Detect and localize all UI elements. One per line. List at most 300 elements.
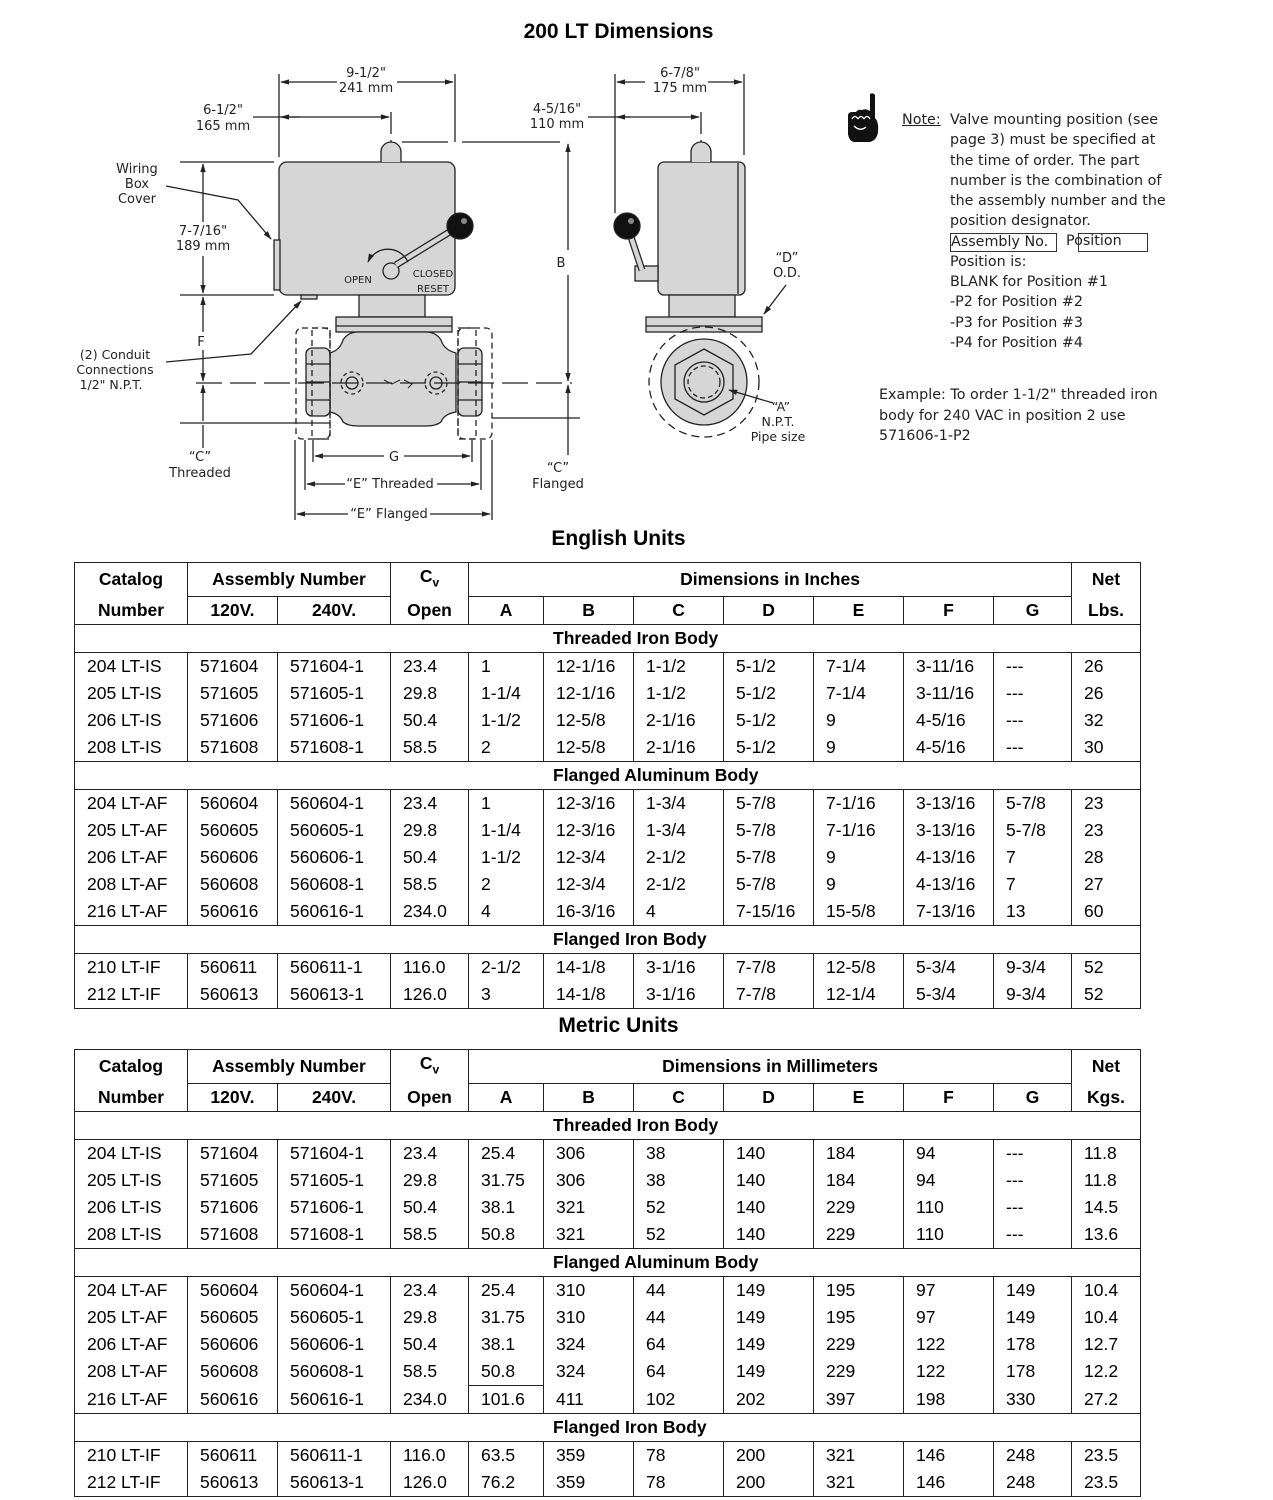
table-cell: 29.8 xyxy=(391,1304,469,1331)
table-cell: 321 xyxy=(814,1442,904,1470)
table-cell: 28 xyxy=(1072,844,1141,871)
header-assembly-number: Assembly Number xyxy=(188,563,391,597)
table-cell: 204 LT-IS xyxy=(75,653,188,681)
table-cell: 38 xyxy=(634,1140,724,1168)
header-number: Number xyxy=(75,597,188,625)
position-option: -P4 for Position #4 xyxy=(950,334,1083,351)
header-open: Open xyxy=(391,1084,469,1112)
header-dim-f: F xyxy=(904,1084,994,1112)
header-dim-d: D xyxy=(724,1084,814,1112)
table-cell: 27.2 xyxy=(1072,1386,1141,1414)
table-cell: 3 xyxy=(469,981,544,1009)
table-cell: 4-13/16 xyxy=(904,844,994,871)
label-e-flanged: “E” Flanged xyxy=(350,507,428,522)
table-cell: 110 xyxy=(904,1221,994,1249)
table-cell: 23.4 xyxy=(391,1140,469,1168)
table-cell: 210 LT-IF xyxy=(75,1442,188,1470)
table-row xyxy=(75,1358,1141,1386)
table-cell: 12.7 xyxy=(1072,1331,1141,1358)
table-cell: 234.0 xyxy=(391,898,469,926)
table-cell: 7-1/4 xyxy=(814,653,904,681)
table-cell: 4-5/16 xyxy=(904,707,994,734)
table-cell: 3-11/16 xyxy=(904,680,994,707)
table-cell: 204 LT-AF xyxy=(75,790,188,818)
table-cell: 1 xyxy=(469,653,544,681)
table-cell: --- xyxy=(994,1221,1072,1249)
table-row xyxy=(75,1194,1141,1221)
table-cell: 101.6 xyxy=(469,1386,544,1414)
table-cell: 324 xyxy=(544,1358,634,1386)
table-cell: 12-5/8 xyxy=(544,707,634,734)
table-cell: 229 xyxy=(814,1358,904,1386)
table-cell: 5-7/8 xyxy=(994,790,1072,818)
table-cell: 184 xyxy=(814,1167,904,1194)
table-cell: 9 xyxy=(814,707,904,734)
table-cell: --- xyxy=(994,734,1072,762)
table-cell: 110 xyxy=(904,1194,994,1221)
label-conduit-1: (2) Conduit xyxy=(79,347,151,362)
table-cell: 560616 xyxy=(188,898,278,926)
table-cell: 116.0 xyxy=(391,1442,469,1470)
metric-units-title: Metric Units xyxy=(558,1014,679,1037)
metric-units-table xyxy=(74,1049,1141,1497)
table-row xyxy=(75,898,1141,926)
header-240v: 240V. xyxy=(278,1084,391,1112)
table-row xyxy=(75,1167,1141,1194)
table-cell: 560606 xyxy=(188,1331,278,1358)
table-cell: 25.4 xyxy=(469,1277,544,1305)
label-reset: RESET xyxy=(416,284,450,295)
table-cell: 52 xyxy=(1072,981,1141,1009)
table-cell: 50.4 xyxy=(391,1331,469,1358)
table-row xyxy=(75,790,1141,818)
dim-overall-width-in: 9-1/2" xyxy=(346,66,386,81)
dim-side-offset-mm: 110 mm xyxy=(529,117,585,132)
table-cell: 1-3/4 xyxy=(634,817,724,844)
table-cell: 571608-1 xyxy=(278,1221,391,1249)
note-line: the time of order. The part xyxy=(950,152,1140,169)
table-cell: 560613-1 xyxy=(278,981,391,1009)
header-dim-c: C xyxy=(634,597,724,625)
table-cell: 140 xyxy=(724,1140,814,1168)
table-cell: 60 xyxy=(1072,898,1141,926)
label-wiring: Wiring xyxy=(116,162,158,177)
note-line: Valve mounting position (see xyxy=(950,112,1159,128)
table-cell: 5-7/8 xyxy=(724,871,814,898)
label-c-threaded-1: “C” xyxy=(188,450,212,465)
table-cell: 7-1/16 xyxy=(814,817,904,844)
table-cell: 204 LT-AF xyxy=(75,1277,188,1305)
table-cell: 149 xyxy=(994,1277,1072,1305)
order-example xyxy=(879,385,1179,447)
table-cell: --- xyxy=(994,707,1072,734)
table-row xyxy=(75,1331,1141,1358)
table-cell: 571606-1 xyxy=(278,1194,391,1221)
table-cell: 25.4 xyxy=(469,1140,544,1168)
table-cell: 23 xyxy=(1072,817,1141,844)
label-c-threaded-2: Threaded xyxy=(169,466,231,481)
table-cell: 560613-1 xyxy=(278,1469,391,1497)
table-cell: 571604-1 xyxy=(278,653,391,681)
header-cv xyxy=(391,563,469,597)
table-cell: 5-1/2 xyxy=(724,734,814,762)
table-cell: 26 xyxy=(1072,653,1141,681)
table-cell: 12-1/16 xyxy=(544,680,634,707)
dim-handle-offset-mm: 165 mm xyxy=(195,119,251,134)
table-cell: 12-5/8 xyxy=(814,954,904,982)
table-cell: 216 LT-AF xyxy=(75,898,188,926)
label-d-1: “D” xyxy=(775,251,799,266)
group-header: Flanged Iron Body xyxy=(75,926,1141,954)
header-dim-e: E xyxy=(814,597,904,625)
table-cell: 321 xyxy=(544,1221,634,1249)
table-cell: 102 xyxy=(634,1386,724,1414)
table-cell: 2-1/2 xyxy=(634,844,724,871)
table-cell: 50.8 xyxy=(469,1358,544,1386)
table-cell: 23.4 xyxy=(391,1277,469,1305)
label-a-2: N.P.T. xyxy=(761,414,795,429)
table-cell: 310 xyxy=(544,1304,634,1331)
english-units-table xyxy=(74,562,1141,1009)
table-cell: 9 xyxy=(814,871,904,898)
label-box: Box xyxy=(124,177,150,192)
table-cell: 248 xyxy=(994,1442,1072,1470)
header-dim-b: B xyxy=(544,1084,634,1112)
table-cell: 229 xyxy=(814,1221,904,1249)
table-cell: 248 xyxy=(994,1469,1072,1497)
table-cell: 126.0 xyxy=(391,981,469,1009)
table-cell: 571605-1 xyxy=(278,1167,391,1194)
header-120v: 120V. xyxy=(188,1084,278,1112)
table-cell: 97 xyxy=(904,1277,994,1305)
table-row xyxy=(75,981,1141,1009)
table-cell: 2 xyxy=(469,734,544,762)
table-cell: 14-1/8 xyxy=(544,954,634,982)
table-cell: 122 xyxy=(904,1331,994,1358)
table-cell: 560608-1 xyxy=(278,871,391,898)
table-cell: 97 xyxy=(904,1304,994,1331)
table-row xyxy=(75,734,1141,762)
table-cell: --- xyxy=(994,1194,1072,1221)
table-row xyxy=(75,1386,1141,1414)
table-cell: 27 xyxy=(1072,871,1141,898)
side-view xyxy=(588,74,786,437)
table-cell: 1-1/2 xyxy=(469,707,544,734)
label-f: F xyxy=(197,335,205,350)
header-cv-subscript: v xyxy=(432,1062,440,1077)
table-cell: 1-3/4 xyxy=(634,790,724,818)
note-line: number is the combination of xyxy=(950,172,1162,189)
table-cell: 5-3/4 xyxy=(904,954,994,982)
table-cell: 3-13/16 xyxy=(904,790,994,818)
table-cell: 560605 xyxy=(188,817,278,844)
label-c-flanged-1: “C” xyxy=(546,461,570,476)
label-b: B xyxy=(556,256,566,271)
table-cell: 10.4 xyxy=(1072,1304,1141,1331)
table-cell: 5-1/2 xyxy=(724,680,814,707)
position-box-label: Position xyxy=(1066,232,1122,249)
table-cell: 571605 xyxy=(188,680,278,707)
table-cell: 50.4 xyxy=(391,844,469,871)
position-option: BLANK for Position #1 xyxy=(950,274,1108,291)
table-cell: 5-7/8 xyxy=(724,844,814,871)
position-option: -P2 for Position #2 xyxy=(950,294,1083,311)
table-cell: 205 LT-IS xyxy=(75,680,188,707)
table-row xyxy=(75,707,1141,734)
table-cell: 205 LT-AF xyxy=(75,1304,188,1331)
table-cell: 50.4 xyxy=(391,1194,469,1221)
table-cell: 76.2 xyxy=(469,1469,544,1497)
table-cell: 560605-1 xyxy=(278,817,391,844)
label-open: OPEN xyxy=(344,275,372,286)
table-cell: 12-3/16 xyxy=(544,817,634,844)
table-row xyxy=(75,1277,1141,1305)
table-cell: 29.8 xyxy=(391,680,469,707)
table-cell: 210 LT-IF xyxy=(75,954,188,982)
table-cell: 64 xyxy=(634,1331,724,1358)
front-view xyxy=(166,74,580,520)
table-cell: 12-3/16 xyxy=(544,790,634,818)
group-header: Flanged Iron Body xyxy=(75,1414,1141,1442)
table-cell: 14-1/8 xyxy=(544,981,634,1009)
table-row xyxy=(75,817,1141,844)
table-cell: 208 LT-IS xyxy=(75,734,188,762)
table-cell: 560616-1 xyxy=(278,1386,391,1414)
table-cell: 560604 xyxy=(188,790,278,818)
table-cell: 58.5 xyxy=(391,1358,469,1386)
table-cell: 324 xyxy=(544,1331,634,1358)
table-cell: 359 xyxy=(544,1469,634,1497)
table-cell: 560605-1 xyxy=(278,1304,391,1331)
table-cell: 23.4 xyxy=(391,653,469,681)
table-cell: 7-15/16 xyxy=(724,898,814,926)
table-cell: 560604 xyxy=(188,1277,278,1305)
table-cell: 64 xyxy=(634,1358,724,1386)
table-cell: 208 LT-AF xyxy=(75,871,188,898)
table-cell: 234.0 xyxy=(391,1386,469,1414)
table-cell: 306 xyxy=(544,1140,634,1168)
table-cell: 206 LT-IS xyxy=(75,707,188,734)
table-cell: 198 xyxy=(904,1386,994,1414)
table-cell: 7 xyxy=(994,844,1072,871)
table-row xyxy=(75,1140,1141,1168)
header-dim-a: A xyxy=(469,1084,544,1112)
group-header: Flanged Aluminum Body xyxy=(75,1249,1141,1277)
table-cell: 178 xyxy=(994,1358,1072,1386)
table-cell: 212 LT-IF xyxy=(75,1469,188,1497)
page-title: 200 LT Dimensions xyxy=(523,20,714,43)
label-d-2: O.D. xyxy=(773,266,801,281)
table-row xyxy=(75,844,1141,871)
table-cell: 7-7/8 xyxy=(724,954,814,982)
table-row xyxy=(75,680,1141,707)
header-number: Number xyxy=(75,1084,188,1112)
table-cell: 11.8 xyxy=(1072,1140,1141,1168)
table-cell: 3-11/16 xyxy=(904,653,994,681)
table-cell: 31.75 xyxy=(469,1304,544,1331)
table-cell: 4-5/16 xyxy=(904,734,994,762)
table-cell: 15-5/8 xyxy=(814,898,904,926)
table-cell: 11.8 xyxy=(1072,1167,1141,1194)
table-cell: 560616 xyxy=(188,1386,278,1414)
table-cell: 7-1/4 xyxy=(814,680,904,707)
table-cell: 216 LT-AF xyxy=(75,1386,188,1414)
table-cell: 560608 xyxy=(188,1358,278,1386)
table-cell: 44 xyxy=(634,1277,724,1305)
table-cell: 50.8 xyxy=(469,1221,544,1249)
dim-overall-width-mm: 241 mm xyxy=(338,81,394,96)
table-row xyxy=(75,653,1141,681)
header-dim-g: G xyxy=(994,597,1072,625)
table-cell: 30 xyxy=(1072,734,1141,762)
table-cell: 38 xyxy=(634,1167,724,1194)
table-cell: --- xyxy=(994,1167,1072,1194)
header-net: Net xyxy=(1072,1050,1141,1084)
table-cell: 1-1/4 xyxy=(469,680,544,707)
table-cell: 571608 xyxy=(188,1221,278,1249)
table-cell: 560605 xyxy=(188,1304,278,1331)
dim-side-width-mm: 175 mm xyxy=(652,81,708,96)
table-cell: 205 LT-AF xyxy=(75,817,188,844)
table-cell: 7 xyxy=(994,871,1072,898)
table-cell: 38.1 xyxy=(469,1194,544,1221)
note-body xyxy=(950,110,1176,353)
part-number-format xyxy=(950,232,1176,252)
table-cell: 310 xyxy=(544,1277,634,1305)
table-cell: 206 LT-IS xyxy=(75,1194,188,1221)
table-cell: 306 xyxy=(544,1167,634,1194)
label-a-3: Pipe size xyxy=(750,429,806,444)
table-cell: 12-1/4 xyxy=(814,981,904,1009)
table-cell: 31.75 xyxy=(469,1167,544,1194)
table-cell: 149 xyxy=(724,1277,814,1305)
header-dimensions: Dimensions in Millimeters xyxy=(469,1050,1072,1084)
table-cell: 32 xyxy=(1072,707,1141,734)
table-cell: 58.5 xyxy=(391,734,469,762)
table-cell: 58.5 xyxy=(391,1221,469,1249)
table-cell: 560611-1 xyxy=(278,1442,391,1470)
dim-side-width-in: 6-7/8" xyxy=(660,66,700,81)
table-cell: 16-3/16 xyxy=(544,898,634,926)
header-240v: 240V. xyxy=(278,597,391,625)
table-row xyxy=(75,1442,1141,1470)
table-cell: 195 xyxy=(814,1277,904,1305)
header-cv-symbol: C xyxy=(419,566,433,586)
table-cell: 571604-1 xyxy=(278,1140,391,1168)
table-cell: 571608-1 xyxy=(278,734,391,762)
table-cell: 122 xyxy=(904,1358,994,1386)
table-cell: 195 xyxy=(814,1304,904,1331)
table-cell: 3-13/16 xyxy=(904,817,994,844)
table-cell: 560613 xyxy=(188,981,278,1009)
label-conduit-2: Connections xyxy=(76,362,154,377)
header-120v: 120V. xyxy=(188,597,278,625)
table-cell: --- xyxy=(994,1140,1072,1168)
label-a-1: “A” xyxy=(771,399,791,414)
table-cell: 149 xyxy=(724,1331,814,1358)
table-cell: 200 xyxy=(724,1469,814,1497)
table-cell: 78 xyxy=(634,1442,724,1470)
dim-box-height-mm: 189 mm xyxy=(175,239,231,254)
note-line: the assembly number and the xyxy=(950,193,1166,210)
table-cell: 94 xyxy=(904,1140,994,1168)
table-cell: 571605-1 xyxy=(278,680,391,707)
label-conduit-3: 1/2" N.P.T. xyxy=(79,377,143,392)
table-cell: 3-1/16 xyxy=(634,954,724,982)
table-cell: 208 LT-IS xyxy=(75,1221,188,1249)
table-cell: 571606-1 xyxy=(278,707,391,734)
table-cell: 52 xyxy=(1072,954,1141,982)
table-cell: 12-1/16 xyxy=(544,653,634,681)
header-dim-c: C xyxy=(634,1084,724,1112)
header-cv-subscript: v xyxy=(432,575,440,590)
table-cell: 1-1/2 xyxy=(634,680,724,707)
header-dim-b: B xyxy=(544,597,634,625)
header-dim-g: G xyxy=(994,1084,1072,1112)
table-cell: 58.5 xyxy=(391,871,469,898)
table-cell: 560608-1 xyxy=(278,1358,391,1386)
table-cell: 571604 xyxy=(188,653,278,681)
table-cell: 7-1/16 xyxy=(814,790,904,818)
table-cell: 571608 xyxy=(188,734,278,762)
table-cell: 149 xyxy=(994,1304,1072,1331)
table-cell: 229 xyxy=(814,1194,904,1221)
example-line: body for 240 VAC in position 2 use xyxy=(879,407,1126,424)
header-catalog: Catalog xyxy=(75,563,188,597)
example-part-number: 571606-1-P2 xyxy=(879,428,971,444)
header-weight-unit: Kgs. xyxy=(1072,1084,1141,1112)
table-cell: --- xyxy=(994,680,1072,707)
table-cell: 2 xyxy=(469,871,544,898)
table-cell: 330 xyxy=(994,1386,1072,1414)
note-line: position designator. xyxy=(950,213,1091,230)
header-net: Net xyxy=(1072,563,1141,597)
table-cell: 560604-1 xyxy=(278,790,391,818)
table-cell: 571606 xyxy=(188,1194,278,1221)
table-cell: 1-1/4 xyxy=(469,817,544,844)
table-cell: 12-3/4 xyxy=(544,871,634,898)
table-cell: 23.4 xyxy=(391,790,469,818)
table-cell: 560611 xyxy=(188,954,278,982)
table-cell: 7-13/16 xyxy=(904,898,994,926)
position-box xyxy=(1078,233,1148,252)
note-label: Note: xyxy=(902,112,941,128)
table-cell: 5-7/8 xyxy=(994,817,1072,844)
table-cell: 1-1/2 xyxy=(469,844,544,871)
table-cell: 200 xyxy=(724,1442,814,1470)
table-cell: 4 xyxy=(634,898,724,926)
table-cell: 140 xyxy=(724,1194,814,1221)
table-cell: 571606 xyxy=(188,707,278,734)
table-row xyxy=(75,871,1141,898)
table-cell: 321 xyxy=(544,1194,634,1221)
table-cell: 44 xyxy=(634,1304,724,1331)
table-cell: 560613 xyxy=(188,1469,278,1497)
pointing-hand-icon xyxy=(846,92,880,144)
table-cell: 38.1 xyxy=(469,1331,544,1358)
group-header: Threaded Iron Body xyxy=(75,1112,1141,1140)
table-cell: 411 xyxy=(544,1386,634,1414)
label-cover: Cover xyxy=(117,192,157,207)
table-cell: 12.2 xyxy=(1072,1358,1141,1386)
table-cell: 146 xyxy=(904,1469,994,1497)
table-cell: --- xyxy=(994,653,1072,681)
table-cell: 5-3/4 xyxy=(904,981,994,1009)
example-line: Example: To order 1-1/2" threaded iron xyxy=(879,387,1158,403)
header-assembly-number: Assembly Number xyxy=(188,1050,391,1084)
table-cell: 9 xyxy=(814,734,904,762)
table-cell: 206 LT-AF xyxy=(75,844,188,871)
